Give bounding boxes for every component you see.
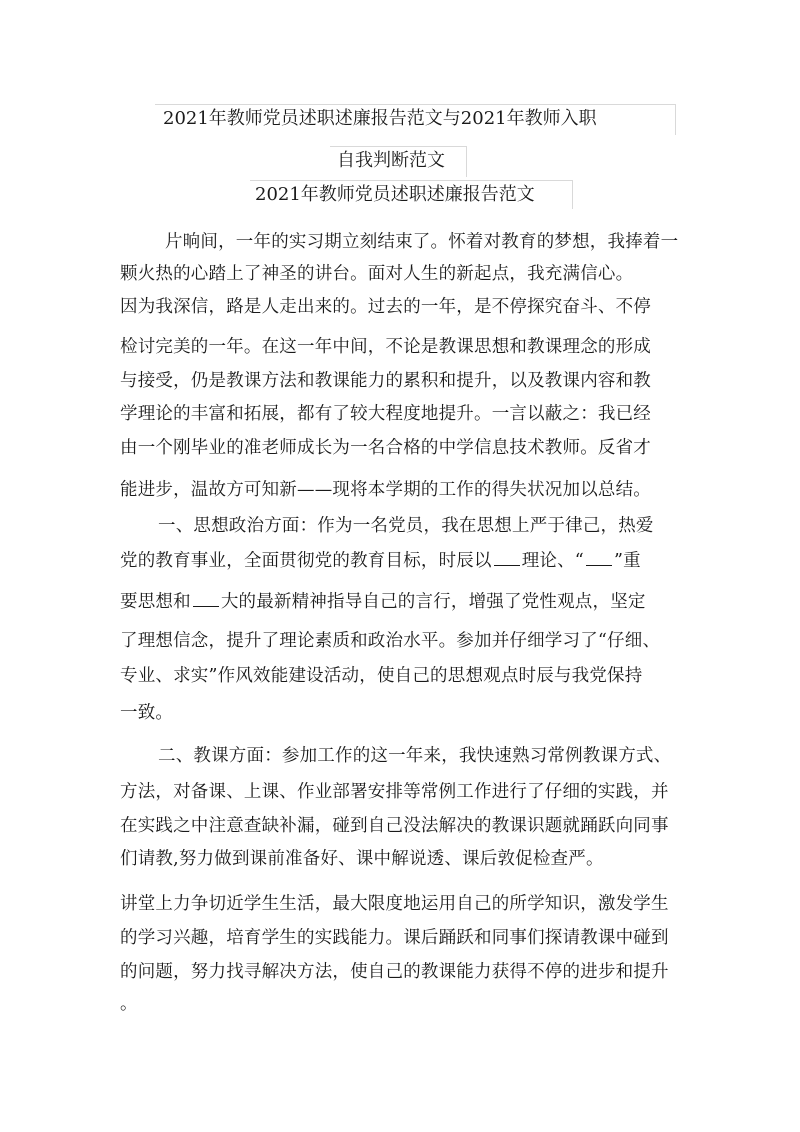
text-line: 二、教课方面：参加工作的这一年来，我快速熟习常例教课方式、 [158,746,672,766]
text-line: 。 [120,994,138,1014]
text-line: 的学习兴趣，培育学生的实践能力。课后踊跃和同事们探请教课中碰到 [120,928,669,948]
text-line: 讲堂上力争切近学生生活，最大限度地运用自己的所学知识，激发学生 [120,894,669,914]
text-line: 方法，对备课、上课、作业部署安排等常例工作进行了仔细的实践，并 [120,782,669,802]
text-segment: ”重 [613,551,641,571]
text-line: 在实践之中注意查缺补漏，碰到自己没法解决的教课识题就踊跃向同事 [120,816,669,836]
text-line: 检讨完美的一年。在这一年中间，不论是教课思想和教课理念的形成 [120,337,651,357]
text-line: 的问题，努力找寻解决方法，使自己的教课能力获得不停的进步和提升 [120,962,669,982]
text-line: 片晌间，一年的实习期立刻结束了。怀着对教育的梦想，我捧着一 [165,232,679,252]
text-segment: 理论、“ [521,551,584,571]
blank-underline [494,550,520,566]
text-segment: 要思想和 [120,592,191,612]
blank-underline [193,591,219,607]
text-line: 因为我深信，路是人走出来的。过去的一年，是不停探究奋斗、不停 [120,297,651,317]
document-subtitle: 2021年教师党员述职述廉报告范文 [255,184,535,205]
text-line: 专业、求实”作风效能建设活动，使自己的思想观点时辰与我党保持 [120,666,643,686]
text-line: 由一个刚毕业的准老师成长为一名合格的中学信息技术教师。反省才 [120,438,651,458]
text-line-with-blanks [120,591,646,613]
text-line: 颗火热的心踏上了神圣的讲台。面对人生的新起点，我充满信心。 [120,264,634,284]
text-line: 学理论的丰富和拓展，都有了较大程度地提升。一言以蔽之：我已经 [120,404,651,424]
text-line: 一、思想政治方面：作为一名党员，我在思想上严于律己，热爱 [158,516,654,536]
text-line: 了理想信念，提升了理论素质和政治水平。参加并仔细学习了“仔细、 [120,631,661,651]
text-line: 能进步，温故方可知新——现将本学期的工作的得失状况加以总结。 [120,480,651,500]
document-title-line1: 2021年教师党员述职述廉报告范文与2021年教师入职 [163,108,597,129]
text-line: 一致。 [120,703,174,723]
document-title-line2: 自我判断范文 [337,150,445,171]
text-segment: 党的教育事业，全面贯彻党的教育目标，时辰以 [120,551,492,571]
text-line-with-blanks [120,550,641,572]
text-line: 们请教,努力做到课前准备好、课中解说透、课后敦促检查严。 [120,849,604,869]
text-segment: 大的最新精神指导自己的言行，增强了党性观点，坚定 [220,592,646,612]
blank-underline [586,550,612,566]
text-line: 与接受，仍是教课方法和教课能力的累积和提升，以及教课内容和教 [120,371,651,391]
